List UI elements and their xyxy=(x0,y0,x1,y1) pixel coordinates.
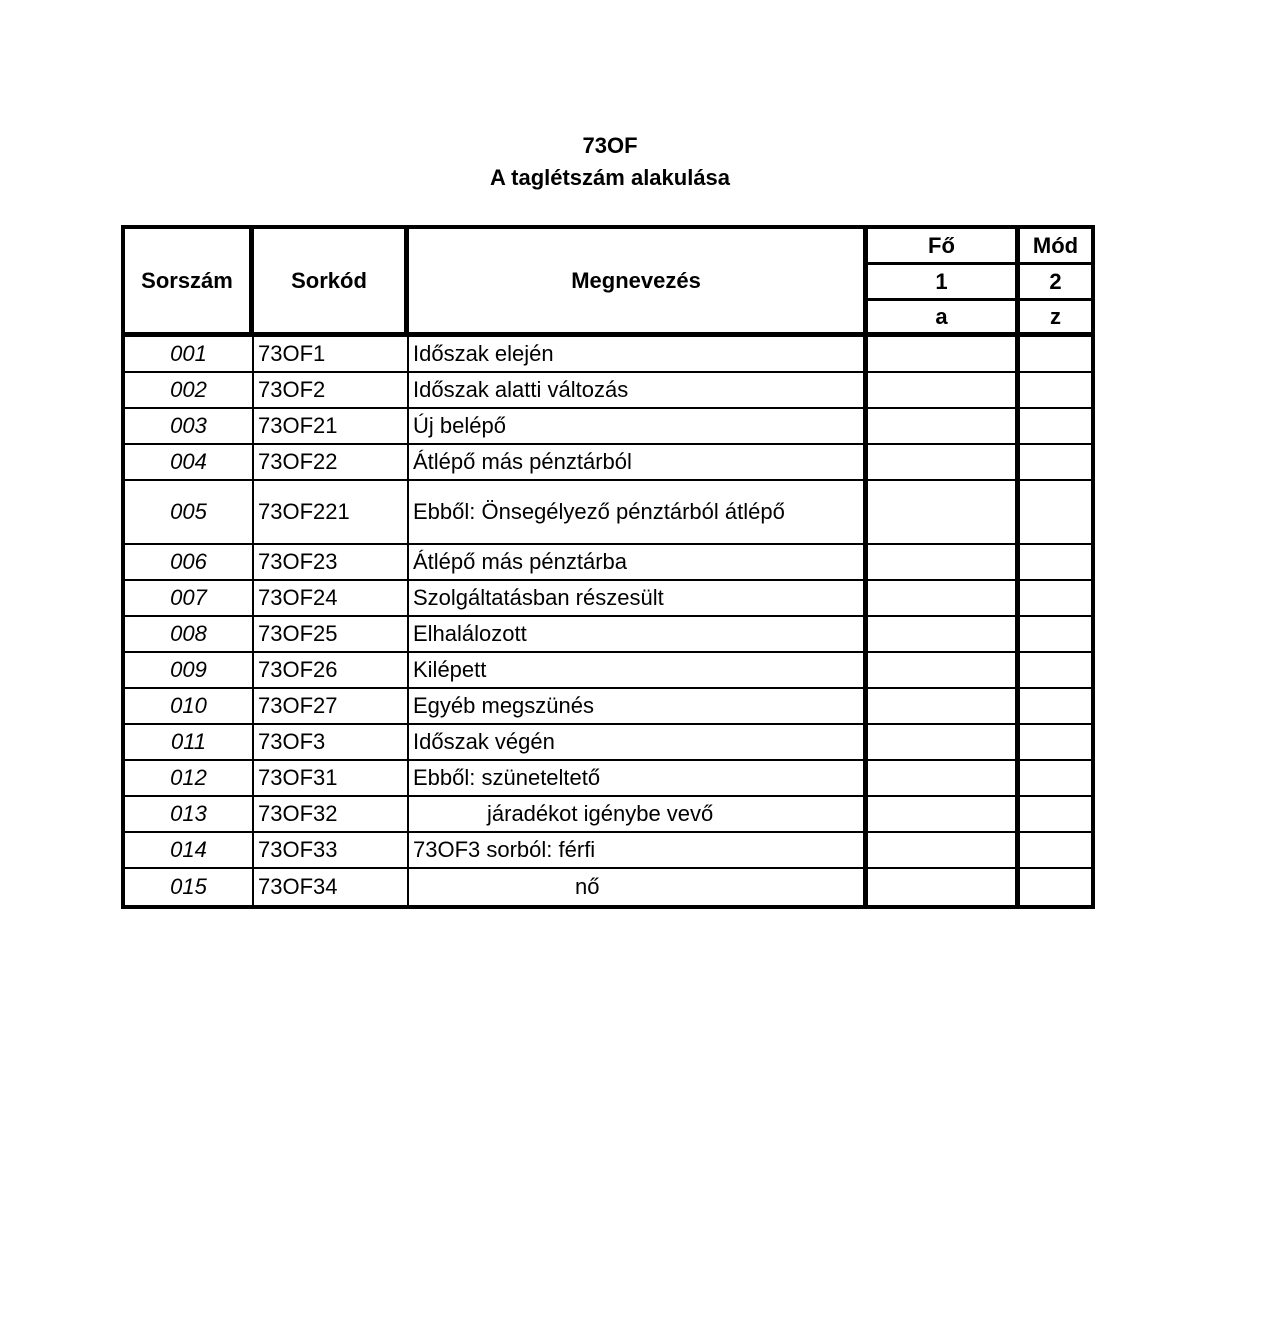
cell-mod[interactable] xyxy=(1020,761,1091,797)
table-row xyxy=(125,373,1091,409)
cell-fo[interactable] xyxy=(868,409,1020,445)
row-code: 73OF25 xyxy=(254,617,409,653)
table-row xyxy=(125,653,1091,689)
cell-fo[interactable] xyxy=(868,797,1020,833)
cell-mod[interactable] xyxy=(1020,337,1091,373)
row-code: 73OF21 xyxy=(254,409,409,445)
header-col1-num: 1 xyxy=(868,265,1020,301)
row-num: 013 xyxy=(125,797,254,833)
row-code: 73OF221 xyxy=(254,481,409,545)
cell-mod[interactable] xyxy=(1020,869,1091,905)
row-code: 73OF32 xyxy=(254,797,409,833)
table-row xyxy=(125,617,1091,653)
header-col1-title: Fő xyxy=(868,229,1020,265)
row-num: 005 xyxy=(125,481,254,545)
header-col2-num: 2 xyxy=(1020,265,1091,301)
cell-fo[interactable] xyxy=(868,653,1020,689)
row-num: 001 xyxy=(125,337,254,373)
table-row xyxy=(125,409,1091,445)
cell-fo[interactable] xyxy=(868,617,1020,653)
row-num: 006 xyxy=(125,545,254,581)
cell-fo[interactable] xyxy=(868,869,1020,905)
table-row xyxy=(125,581,1091,617)
row-name: Egyéb megszünés xyxy=(409,689,868,725)
row-code: 73OF27 xyxy=(254,689,409,725)
row-name: nő xyxy=(409,869,868,905)
row-code: 73OF3 xyxy=(254,725,409,761)
cell-mod[interactable] xyxy=(1020,725,1091,761)
row-name: Átlépő más pénztárba xyxy=(409,545,868,581)
row-name: járadékot igénybe vevő xyxy=(409,797,868,833)
table-row xyxy=(125,797,1091,833)
table-row xyxy=(125,445,1091,481)
cell-mod[interactable] xyxy=(1020,481,1091,545)
row-num: 008 xyxy=(125,617,254,653)
row-code: 73OF22 xyxy=(254,445,409,481)
row-num: 007 xyxy=(125,581,254,617)
cell-mod[interactable] xyxy=(1020,373,1091,409)
row-name: Kilépett xyxy=(409,653,868,689)
table-row xyxy=(125,689,1091,725)
row-num: 011 xyxy=(125,725,254,761)
cell-mod[interactable] xyxy=(1020,833,1091,869)
row-num: 012 xyxy=(125,761,254,797)
cell-fo[interactable] xyxy=(868,545,1020,581)
cell-fo[interactable] xyxy=(868,337,1020,373)
row-num: 015 xyxy=(125,869,254,905)
table-row xyxy=(125,869,1091,905)
cell-fo[interactable] xyxy=(868,445,1020,481)
table-row xyxy=(125,761,1091,797)
cell-mod[interactable] xyxy=(1020,409,1091,445)
row-code: 73OF31 xyxy=(254,761,409,797)
row-name: Időszak alatti változás xyxy=(409,373,868,409)
header-sorkod: Sorkód xyxy=(254,229,409,337)
cell-mod[interactable] xyxy=(1020,797,1091,833)
row-code: 73OF1 xyxy=(254,337,409,373)
row-name: Szolgáltatásban részesült xyxy=(409,581,868,617)
table-row xyxy=(125,481,1091,545)
cell-mod[interactable] xyxy=(1020,689,1091,725)
row-name: Időszak végén xyxy=(409,725,868,761)
row-code: 73OF26 xyxy=(254,653,409,689)
cell-fo[interactable] xyxy=(868,373,1020,409)
cell-fo[interactable] xyxy=(868,481,1020,545)
row-code: 73OF2 xyxy=(254,373,409,409)
table-row xyxy=(125,725,1091,761)
row-num: 002 xyxy=(125,373,254,409)
cell-fo[interactable] xyxy=(868,689,1020,725)
row-name: Átlépő más pénztárból xyxy=(409,445,868,481)
row-num: 010 xyxy=(125,689,254,725)
row-code: 73OF23 xyxy=(254,545,409,581)
cell-mod[interactable] xyxy=(1020,545,1091,581)
form-code: 73OF xyxy=(582,133,638,158)
header-sorszam: Sorszám xyxy=(125,229,254,337)
row-name: 73OF3 sorból: férfi xyxy=(409,833,868,869)
cell-fo[interactable] xyxy=(868,725,1020,761)
row-code: 73OF33 xyxy=(254,833,409,869)
cell-fo[interactable] xyxy=(868,833,1020,869)
row-name: Ebből: szüneteltető xyxy=(409,761,868,797)
cell-fo[interactable] xyxy=(868,761,1020,797)
row-name: Időszak elején xyxy=(409,337,868,373)
table-row xyxy=(125,337,1091,373)
cell-mod[interactable] xyxy=(1020,581,1091,617)
row-name: Új belépő xyxy=(409,409,868,445)
header-col1-letter: a xyxy=(868,301,1020,337)
row-code: 73OF24 xyxy=(254,581,409,617)
form-name: A taglétszám alakulása xyxy=(489,165,731,190)
row-num: 003 xyxy=(125,409,254,445)
table-row xyxy=(125,545,1091,581)
row-name: Elhalálozott xyxy=(409,617,868,653)
header-col2-letter: z xyxy=(1020,301,1091,337)
cell-mod[interactable] xyxy=(1020,617,1091,653)
cell-mod[interactable] xyxy=(1020,445,1091,481)
table-row xyxy=(125,833,1091,869)
row-num: 004 xyxy=(125,445,254,481)
form-title xyxy=(0,130,1220,194)
row-num: 014 xyxy=(125,833,254,869)
data-table xyxy=(121,225,1095,909)
row-num: 009 xyxy=(125,653,254,689)
cell-mod[interactable] xyxy=(1020,653,1091,689)
header-megnevezes: Megnevezés xyxy=(409,229,868,337)
row-name: Ebből: Önsegélyező pénztárból átlépő xyxy=(409,481,868,545)
cell-fo[interactable] xyxy=(868,581,1020,617)
header-col2-title: Mód xyxy=(1020,229,1091,265)
row-code: 73OF34 xyxy=(254,869,409,905)
